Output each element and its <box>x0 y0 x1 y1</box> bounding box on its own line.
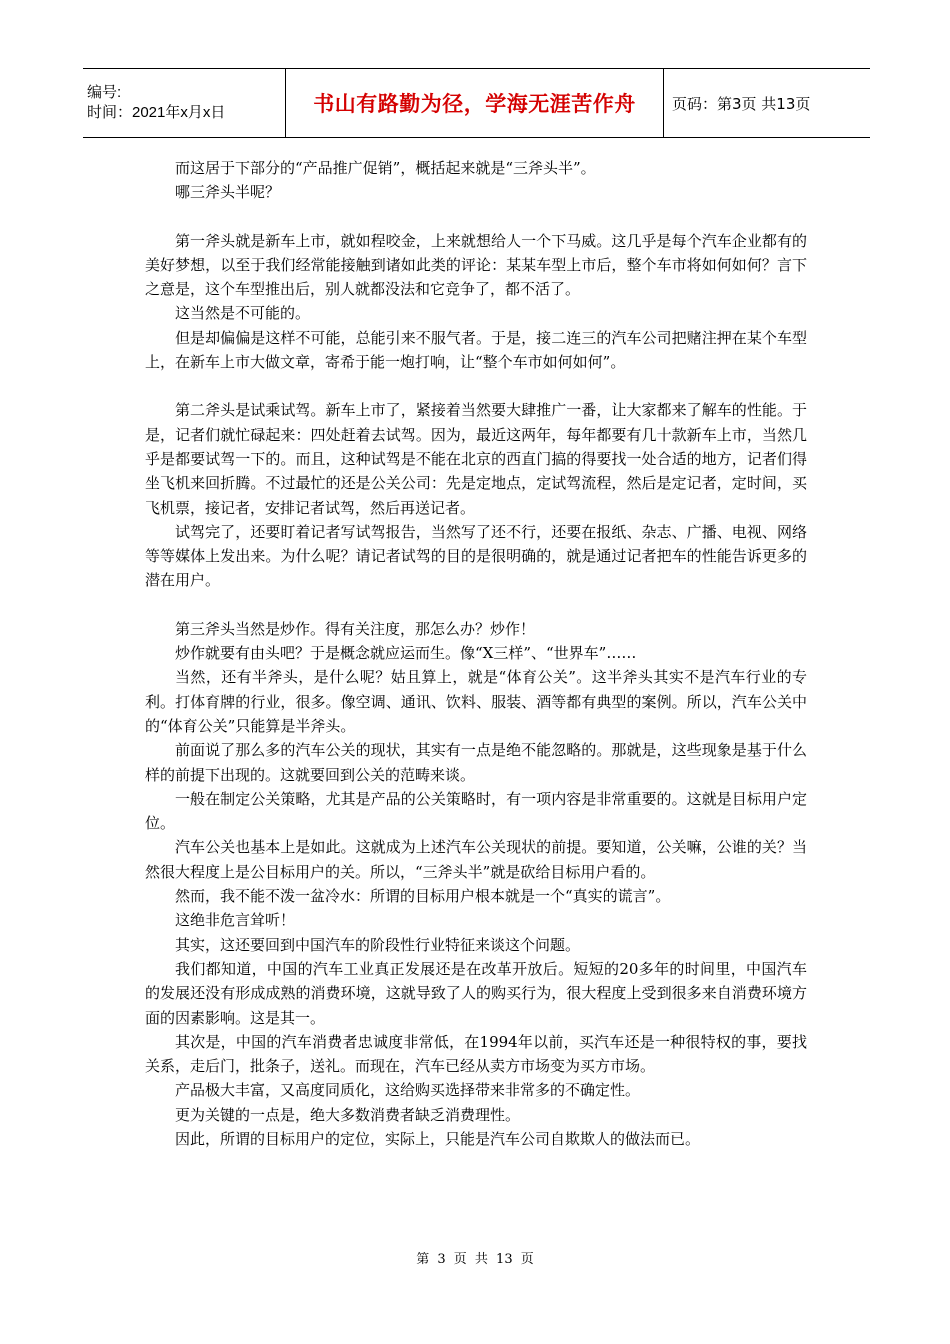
body-paragraph: 其实，这还要回到中国汽车的阶段性行业特征来谈这个问题。 <box>175 935 581 954</box>
paragraph-gap <box>145 593 807 617</box>
body-paragraph: 这当然是不可能的。 <box>175 304 311 323</box>
body-paragraph: 第三斧头当然是炒作。得有关注度，那怎么办？炒作！ <box>175 619 536 638</box>
body-paragraph: 第一斧头就是新车上市，就如程咬金，上来就想给人一个下马威。这几乎是每个汽车企业都有的美好梦想，以至于我们经常能接触到诸如此类的评论：某某车型上市后，整个车市将如何如何？言下之意是，这个车型推出后，别人就都没法和它竞争了，都不活了。 <box>145 231 807 299</box>
body-paragraph: 产品极大丰富，又高度同质化，这给购买选择带来非常多的不确定性。 <box>175 1081 641 1100</box>
body-paragraph: 当然，还有半斧头，是什么呢？姑且算上，就是“体育公关”。这半斧头其实不是汽车行业的专利。打体育牌的行业，很多。像空调、通讯、饮料、服装、酒等都有典型的案例。所以，汽车公关中的“体育公关”只能算是半斧头。 <box>145 668 807 735</box>
body-paragraph: 这绝非危言耸听！ <box>175 911 296 930</box>
body-paragraph: 一般在制定公关策略，尤其是产品的公关策略时，有一项内容是非常重要的。这就是目标用户定位。 <box>145 789 807 833</box>
document-number-label: 编号: <box>87 84 122 101</box>
body-paragraph: 炒作就要有由头吧？于是概念就应运而生。像“X三样”、“世界车”…… <box>175 644 637 663</box>
body-paragraph: 试驾完了，还要盯着记者写试驾报告，当然写了还不行，还要在报纸、杂志、广播、电视、网络等等媒体上发出来。为什么呢？请记者试驾的目的是很明确的，就是通过记者把车的性能告诉更多的潜在用户。 <box>145 522 807 590</box>
header-page-info: 页码：第3页 共13页 <box>672 94 811 113</box>
header-motto: 书山有路勤为径，学海无涯苦作舟 <box>286 69 664 137</box>
paragraph-gap <box>145 374 807 398</box>
body-paragraph: 我们都知道，中国的汽车工业真正发展还是在改革开放后。短短的20多年的时间里，中国汽车的发展还没有形成成熟的消费环境，这就导致了人的购买行为，很大程度上受到很多来自消费环境方面的因素影响。这是其一。 <box>145 959 807 1027</box>
body-paragraph: 因此，所谓的目标用户的定位，实际上，只能是汽车公司自欺欺人的做法而已。 <box>175 1129 701 1148</box>
body-paragraph: 而这居于下部分的“产品推广促销”，概括起来就是“三斧头半”。 <box>175 159 596 177</box>
body-paragraph: 汽车公关也基本上是如此。这就成为上述汽车公关现状的前提。要知道，公关嘛，公谁的关？当然很大程度上是公目标用户的关。所以，“三斧头半”就是砍给目标用户看的。 <box>145 838 807 881</box>
body-paragraph: 第二斧头是试乘试驾。新车上市了，紧接着当然要大肆推广一番，让大家都来了解车的性能。于是，记者们就忙碌起来：四处赶着去试驾。因为，最近这两年，每年都要有几十款新车上市，当然几乎是都要试驾一下的。而且，这种试驾是不能在北京的西直门搞的得要找一处合适的地方，记者们得坐飞机来回折腾。不过最忙的还是公关公司：先是定地点，定试驾流程，然后是定记者，定时间，买飞机票，接记者，安排记者试驾，然后再送记者。 <box>145 401 807 517</box>
body-paragraph: 哪三斧头半呢？ <box>175 183 281 202</box>
body-paragraph: 前面说了那么多的汽车公关的现状，其实有一点是绝不能忽略的。那就是，这些现象是基于什么样的前提下出现的。这就要回到公关的范畴来谈。 <box>145 741 807 784</box>
page-header <box>83 68 870 138</box>
body-paragraph: 其次是，中国的汽车消费者忠诚度非常低，在1994年以前，买汽车还是一种很特权的事，要找关系，走后门，批条子，送礼。而现在，汽车已经从卖方市场变为买方市场。 <box>145 1032 807 1076</box>
document-date: 时间：2021年x月x日 <box>87 104 226 121</box>
header-meta <box>83 69 286 137</box>
body-paragraph: 但是却偏偏是这样不可能，总能引来不服气者。于是，接二连三的汽车公司把赌注押在某个车型上，在新车上市大做文章，寄希于能一炮打响，让“整个车市如何如何”。 <box>145 328 807 372</box>
body-paragraph: 更为关键的一点是，绝大多数消费者缺乏消费理性。 <box>175 1105 521 1124</box>
body-paragraph: 然而，我不能不泼一盆冷水：所谓的目标用户根本就是一个“真实的谎言”。 <box>175 887 671 906</box>
paragraph-gap <box>145 205 807 229</box>
document-body <box>145 156 807 1151</box>
page-footer: 第 3 页 共 13 页 <box>416 1252 534 1267</box>
